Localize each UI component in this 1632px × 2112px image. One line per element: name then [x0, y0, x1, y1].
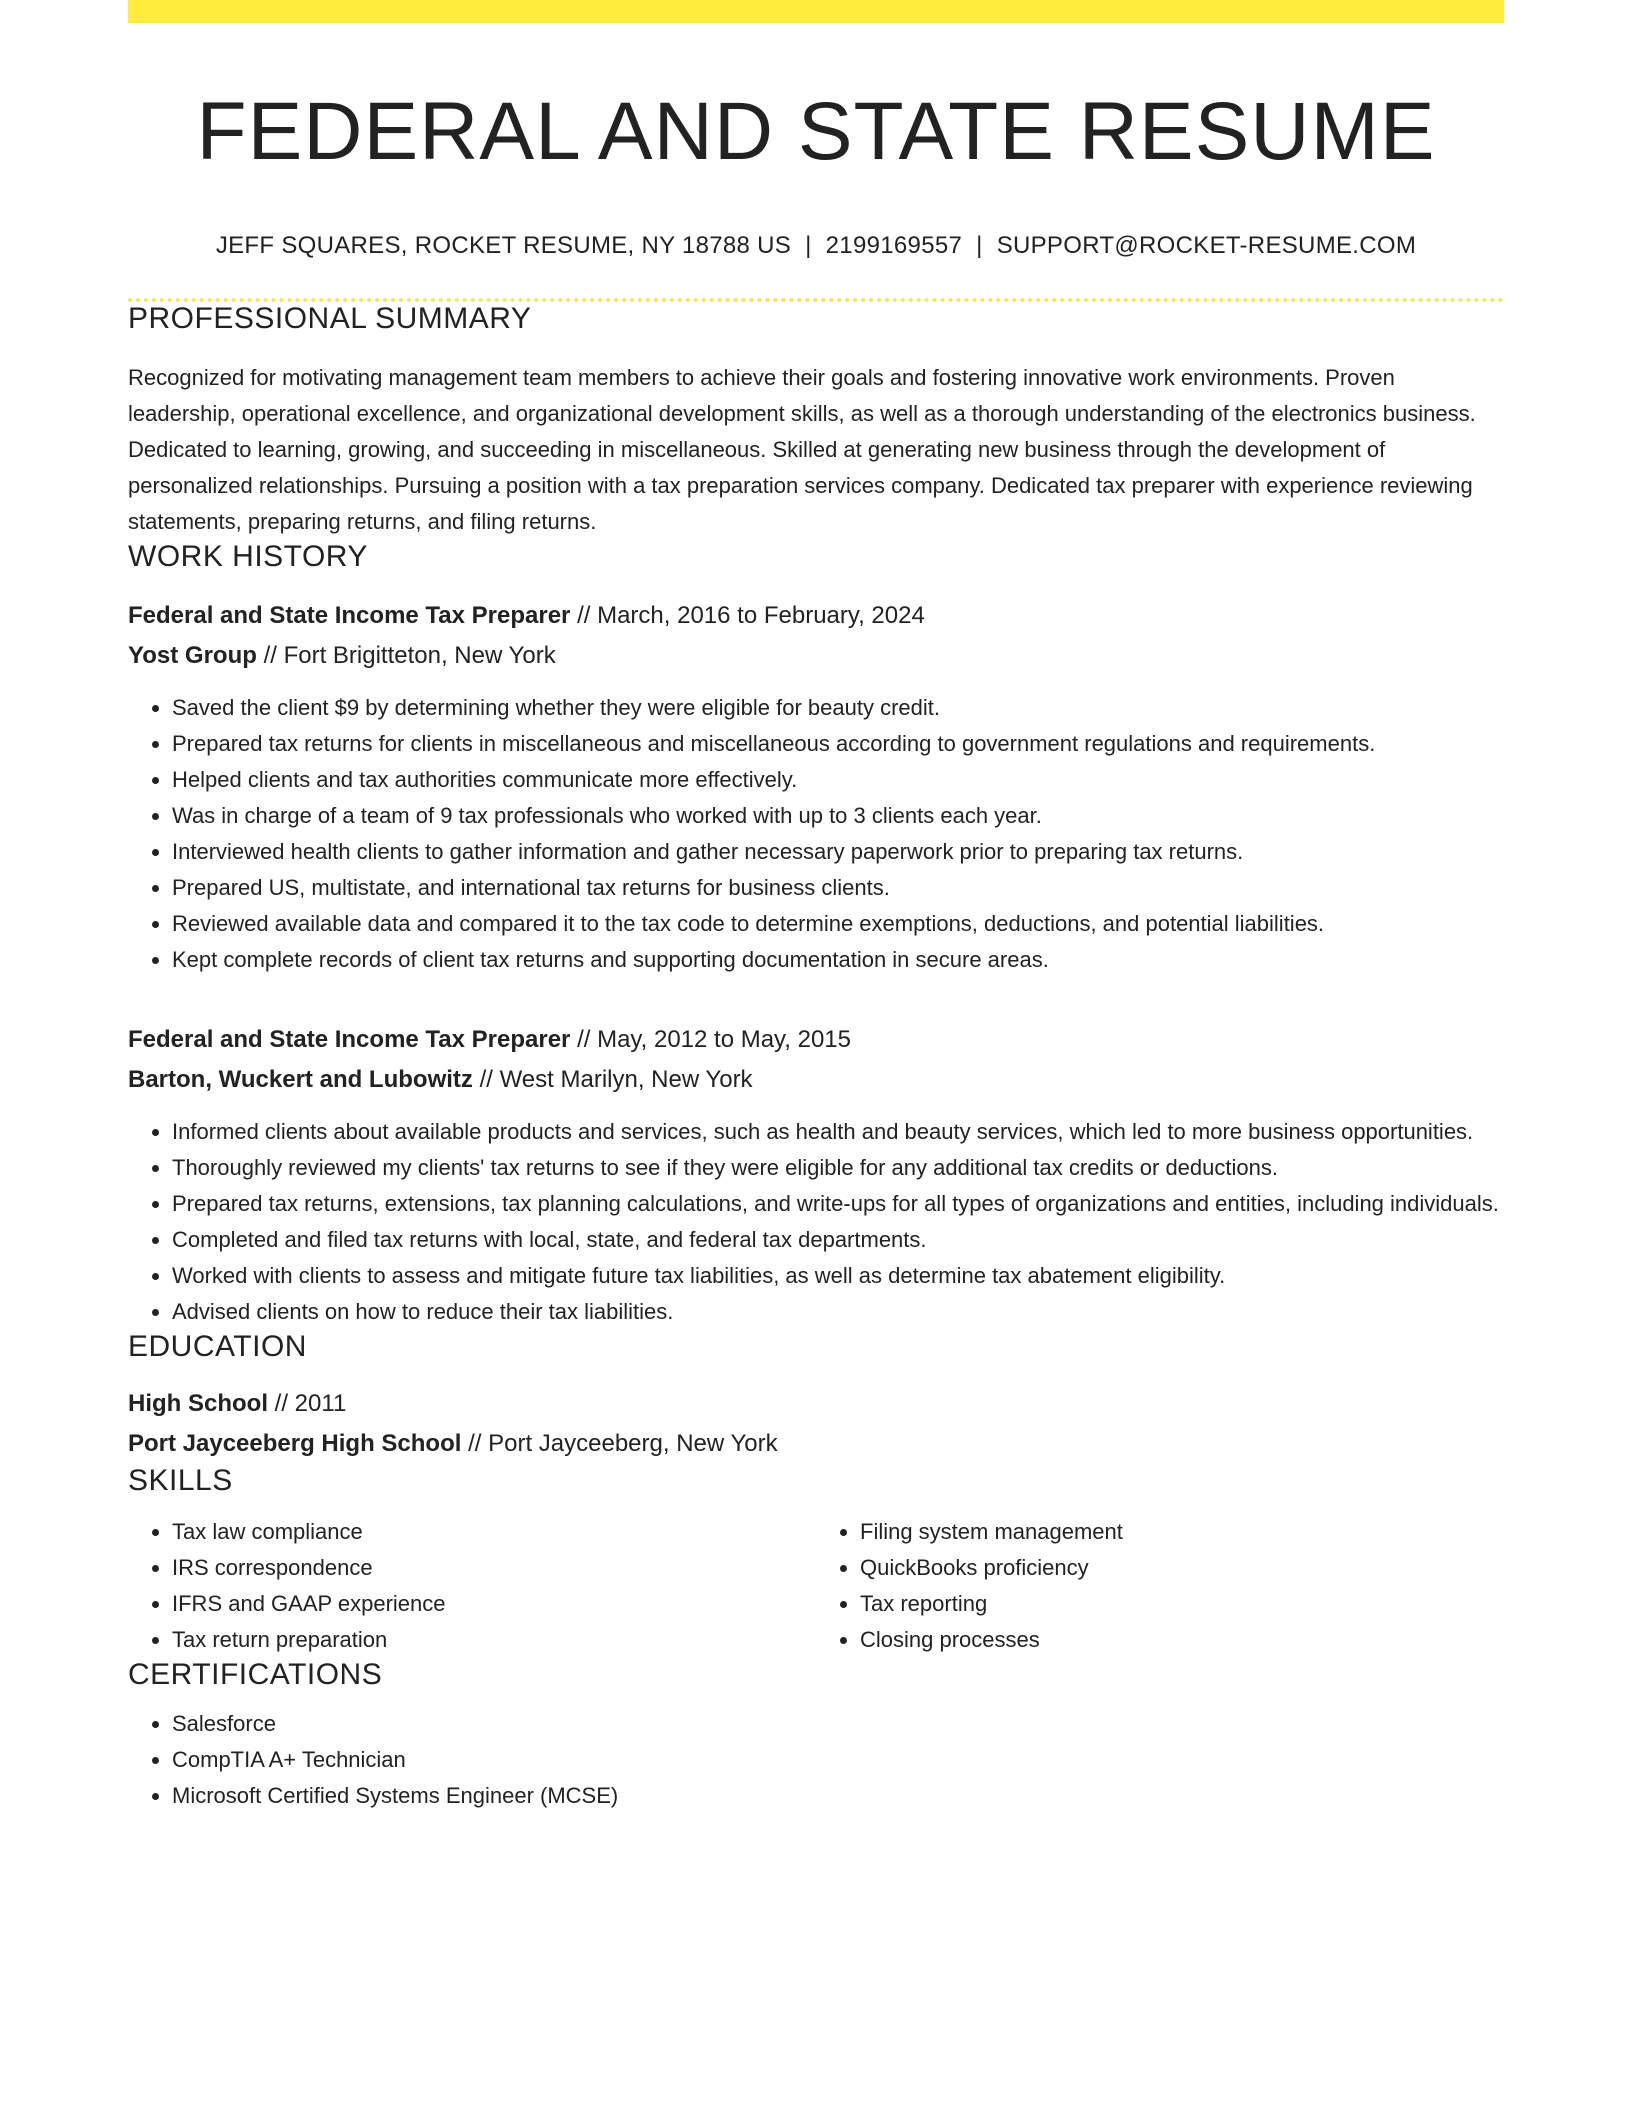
- job-dates: // March, 2016 to February, 2024: [577, 602, 925, 630]
- list-item: • Was in charge of a team of 9 tax professionals who worked with up to 3 clients each year.: [172, 798, 1504, 834]
- job-entry: [128, 596, 1504, 978]
- education-year: // 2011: [274, 1390, 347, 1418]
- job-title: Federal and State Income Tax Preparer: [128, 1026, 571, 1054]
- summary-heading: PROFESSIONAL SUMMARY: [128, 302, 532, 336]
- list-item: • Salesforce: [172, 1706, 1504, 1742]
- skills-list-left: [128, 1514, 816, 1658]
- list-item: • Filing system management: [860, 1514, 1504, 1550]
- list-item: • Kept complete records of client tax returns and supporting documentation in secure areas.: [172, 942, 1504, 978]
- education-heading: EDUCATION: [128, 1330, 307, 1364]
- list-item: • QuickBooks proficiency: [860, 1550, 1504, 1586]
- summary-text: Recognized for motivating management team members to achieve their goals and fostering innovative work environments. Proven leadership, operational excellence, and organizational development skills, as well as a thorough understanding of the electronics business. Dedicated to learning, growing, and succeeding in miscellaneous. Skilled at generating new business through the development of personalized relationships. Pursuing a position with a tax preparation services company. Dedicated tax preparer with experience reviewing statements, preparing returns, and filing returns.: [128, 365, 1476, 535]
- skills-list-right: [816, 1514, 1504, 1658]
- contact-line: [128, 232, 1504, 260]
- list-item: • IFRS and GAAP experience: [172, 1586, 816, 1622]
- accent-bar: [128, 0, 1504, 23]
- job-company-line: [128, 1060, 1504, 1100]
- certifications-list: [128, 1706, 1504, 1814]
- list-item: • Saved the client $9 by determining whether they were eligible for beauty credit.: [172, 690, 1504, 726]
- list-item: • Thoroughly reviewed my clients' tax returns to see if they were eligible for any additional tax credits or deductions.: [172, 1150, 1504, 1186]
- job-entry: [128, 1020, 1504, 1330]
- list-item: • Prepared tax returns, extensions, tax planning calculations, and write-ups for all types of organizations and entities, including individuals.: [172, 1186, 1504, 1222]
- job-title: Federal and State Income Tax Preparer: [128, 602, 571, 630]
- education-location: // Port Jayceeberg, New York: [468, 1430, 778, 1458]
- job-title-line: [128, 596, 1504, 636]
- job-company-line: [128, 636, 1504, 676]
- job-title-line: [128, 1020, 1504, 1060]
- list-item: • Tax return preparation: [172, 1622, 816, 1658]
- resume-page: [128, 0, 1504, 1814]
- list-item: • Completed and filed tax returns with local, state, and federal tax departments.: [172, 1222, 1504, 1258]
- job-company: Yost Group: [128, 642, 257, 670]
- contact-phone: 2199169557: [825, 232, 963, 260]
- skills-heading: SKILLS: [128, 1464, 233, 1498]
- job-location: // West Marilyn, New York: [479, 1066, 753, 1094]
- list-item: • Interviewed health clients to gather information and gather necessary paperwork prior to preparing tax returns.: [172, 834, 1504, 870]
- work-history-heading: WORK HISTORY: [128, 540, 368, 574]
- resume-title: FEDERAL AND STATE RESUME: [196, 86, 1436, 177]
- education-degree-line: [128, 1384, 1504, 1424]
- education-school-line: [128, 1424, 1504, 1464]
- contact-address: JEFF SQUARES, ROCKET RESUME, NY 18788 US: [215, 232, 792, 260]
- job-company: Barton, Wuckert and Lubowitz: [128, 1066, 473, 1094]
- list-item: • Worked with clients to assess and mitigate future tax liabilities, as well as determine tax abatement eligibility.: [172, 1258, 1504, 1294]
- list-item: • IRS correspondence: [172, 1550, 816, 1586]
- list-item: • Advised clients on how to reduce their tax liabilities.: [172, 1294, 1504, 1330]
- list-item: • Prepared US, multistate, and international tax returns for business clients.: [172, 870, 1504, 906]
- list-item: • Reviewed available data and compared it to the tax code to determine exemptions, deductions, and potential liabilities.: [172, 906, 1504, 942]
- education-degree: High School: [128, 1390, 268, 1418]
- job-bullets: [128, 690, 1504, 978]
- list-item: • Tax reporting: [860, 1586, 1504, 1622]
- list-item: • Prepared tax returns for clients in miscellaneous and miscellaneous according to government regulations and requirements.: [172, 726, 1504, 762]
- certifications-heading: CERTIFICATIONS: [128, 1658, 383, 1692]
- contact-separator: |: [976, 232, 983, 260]
- list-item: • Informed clients about available products and services, such as health and beauty services, which led to more business opportunities.: [172, 1114, 1504, 1150]
- job-location: // Fort Brigitteton, New York: [263, 642, 556, 670]
- skills-grid: [128, 1514, 1504, 1658]
- job-bullets: [128, 1114, 1504, 1330]
- education-school: Port Jayceeberg High School: [128, 1430, 462, 1458]
- list-item: • Closing processes: [860, 1622, 1504, 1658]
- contact-email: SUPPORT@ROCKET-RESUME.COM: [996, 232, 1417, 260]
- list-item: • CompTIA A+ Technician: [172, 1742, 1504, 1778]
- list-item: • Microsoft Certified Systems Engineer (MCSE): [172, 1778, 1504, 1814]
- list-item: • Tax law compliance: [172, 1514, 816, 1550]
- contact-separator: |: [805, 232, 812, 260]
- job-dates: // May, 2012 to May, 2015: [577, 1026, 852, 1054]
- education-entry: [128, 1384, 1504, 1464]
- list-item: • Helped clients and tax authorities communicate more effectively.: [172, 762, 1504, 798]
